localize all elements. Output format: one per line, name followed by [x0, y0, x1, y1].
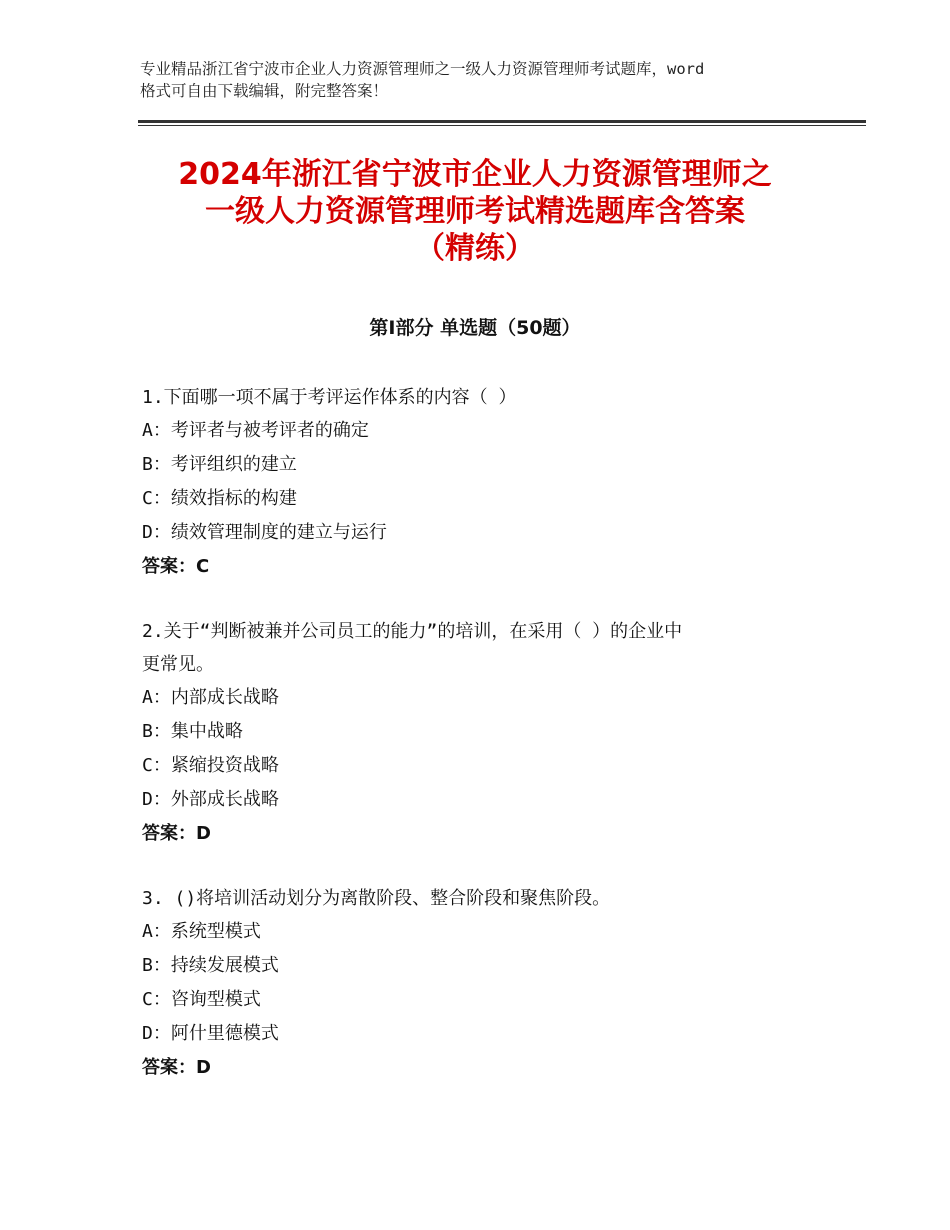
question-stem: 3. ()将培训活动划分为离散阶段、整合阶段和聚焦阶段。 — [142, 888, 611, 909]
title-line-1: 2024年浙江省宁波市企业人力资源管理师之 — [178, 157, 772, 192]
option-b: B：持续发展模式 — [142, 955, 279, 976]
section-title: 第Ⅰ部分 单选题（50题） — [369, 317, 581, 339]
title-line-2: 一级人力资源管理师考试精选题库含答案 — [205, 194, 745, 229]
header-note — [140, 58, 830, 102]
document-title — [100, 156, 850, 267]
answer: 答案：C — [142, 556, 210, 577]
header-note-line-2: 格式可自由下载编辑，附完整答案！ — [140, 82, 389, 100]
option-d: D：阿什里德模式 — [142, 1023, 279, 1044]
question-stem: 2.关于“判断被兼并公司员工的能力”的培训，在采用（ ）的企业中 — [142, 621, 683, 642]
option-a: A：内部成长战略 — [142, 687, 279, 708]
header-note-line-1: 专业精品浙江省宁波市企业人力资源管理师之一级人力资源管理师考试题库，word — [140, 60, 705, 78]
answer: 答案：D — [142, 823, 211, 844]
header-rule-thick — [138, 120, 866, 123]
question-stem: 1.下面哪一项不属于考评运作体系的内容（ ） — [142, 387, 517, 408]
question-stem-continued: 更常见。 — [142, 654, 214, 675]
question-1 — [142, 381, 822, 584]
option-b: B：考评组织的建立 — [142, 454, 297, 475]
header-rule-thin — [138, 125, 866, 126]
title-line-3: （精练） — [415, 231, 535, 266]
option-c: C：咨询型模式 — [142, 989, 261, 1010]
option-a: A：考评者与被考评者的确定 — [142, 420, 369, 441]
option-c: C：绩效指标的构建 — [142, 488, 297, 509]
question-3 — [142, 882, 822, 1085]
option-a: A：系统型模式 — [142, 921, 261, 942]
question-list — [142, 381, 822, 1116]
option-d: D：外部成长战略 — [142, 789, 279, 810]
question-2 — [142, 615, 822, 851]
option-d: D：绩效管理制度的建立与运行 — [142, 522, 387, 543]
option-c: C：紧缩投资战略 — [142, 755, 279, 776]
answer: 答案：D — [142, 1057, 211, 1078]
option-b: B：集中战略 — [142, 721, 243, 742]
